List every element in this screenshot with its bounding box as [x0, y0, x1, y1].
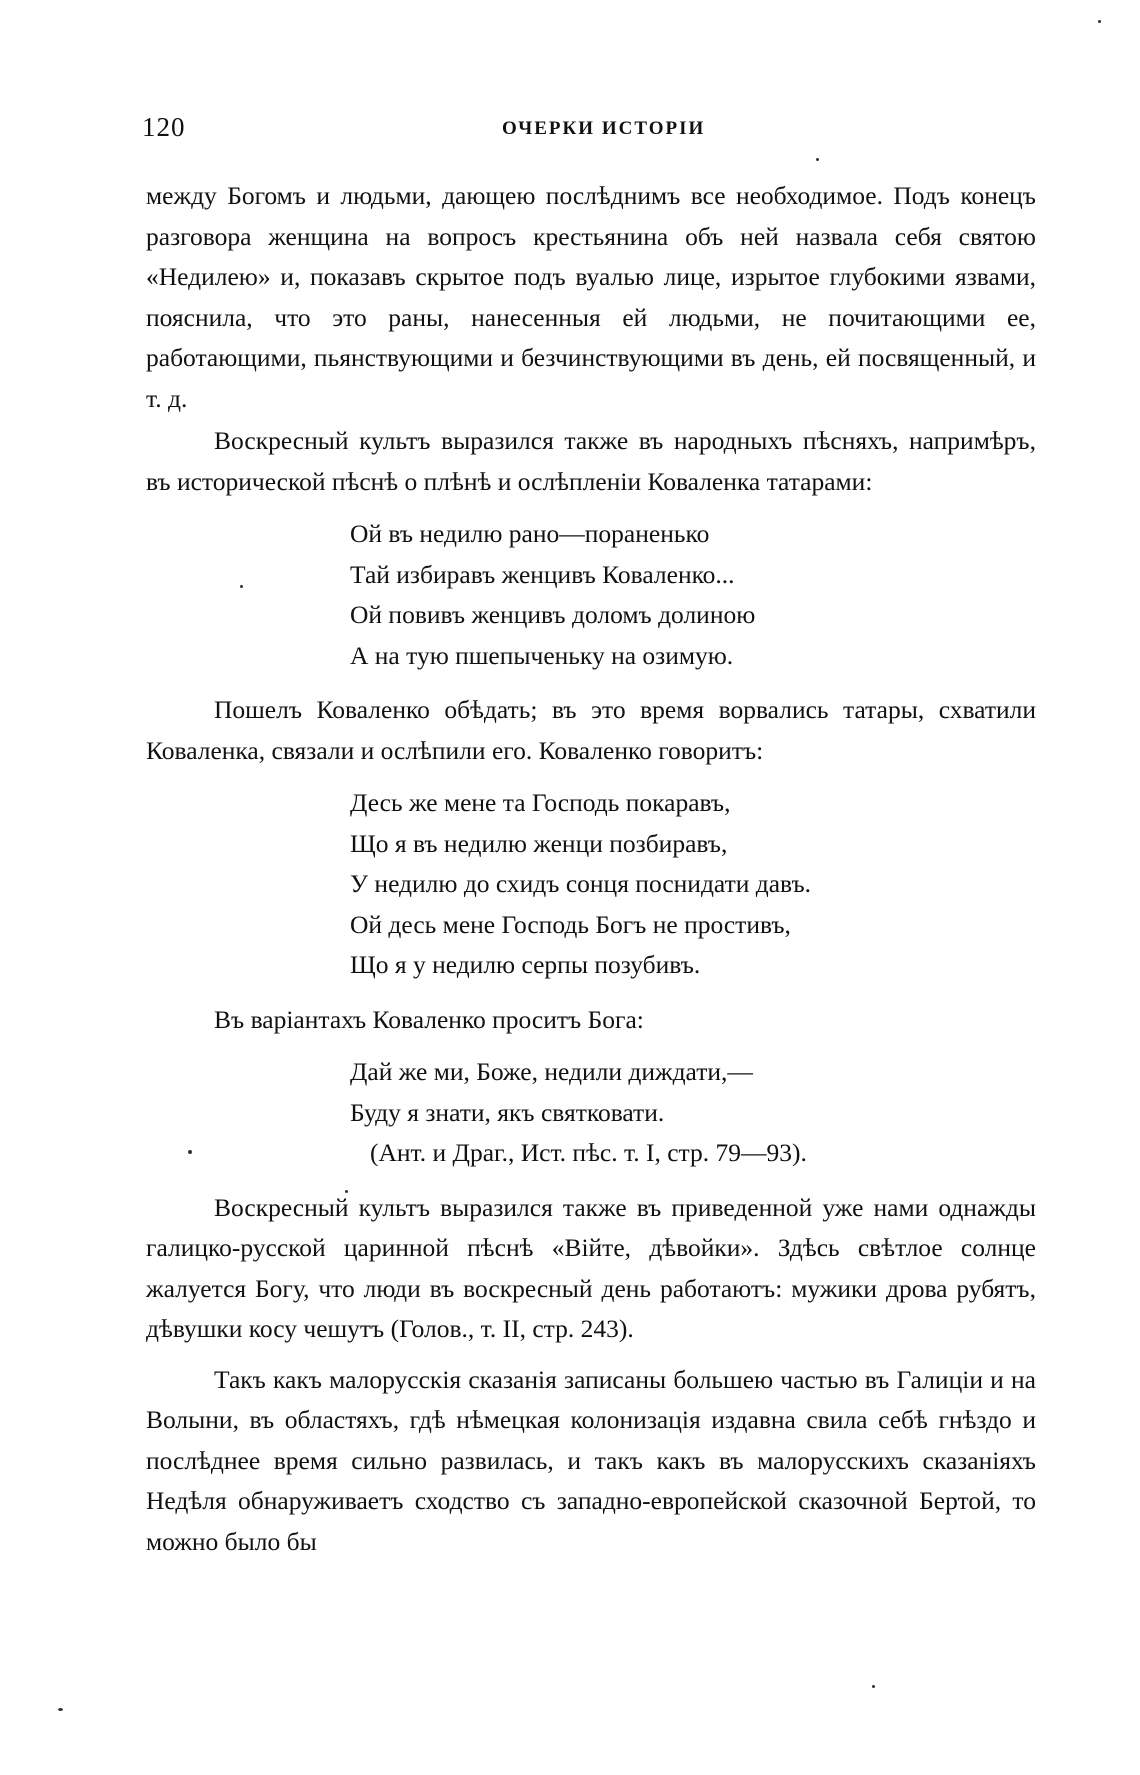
scan-speck	[345, 1190, 348, 1193]
scan-speck	[58, 1708, 63, 1711]
verse-line: Ой десь мене Господь Богъ не простивъ,	[350, 909, 791, 939]
verse-line: Ой повивъ женцивъ доломъ долиною	[350, 600, 756, 629]
verse-2	[350, 783, 1036, 986]
running-title: ОЧЕРКИ ИСТОРІИ	[502, 118, 706, 139]
paragraph-4: Въ варіантахъ Коваленко проситъ Бога:	[214, 1004, 644, 1034]
paragraph-3: Пошелъ Коваленко обѣдать; въ это время ворвались татары, схватили Коваленка, связали и ослѣпили его. Коваленко говоритъ:	[146, 695, 1036, 765]
scan-speck	[188, 1150, 192, 1154]
scan-speck	[816, 158, 819, 161]
page-header	[142, 112, 1042, 152]
verse-citation: (Ант. и Драг., Ист. пѣс. т. I, стр. 79—93).	[370, 1138, 807, 1167]
verse-line: Що я у недилю серпы позубивъ.	[350, 950, 701, 979]
verse-line: Тай избиравъ женцивъ Коваленко...	[350, 559, 735, 589]
verse-line: Дай же ми, Боже, недили диждати,—	[350, 1057, 753, 1086]
verse-line: Буду я знати, якъ святковати.	[350, 1097, 665, 1127]
verse-1	[350, 514, 1036, 676]
verse-line: Що я въ недилю женци позбиравъ,	[350, 828, 728, 858]
verse-line: Десь же мене та Господь покаравъ,	[350, 788, 731, 817]
paragraph-6: Такъ какъ малорусскія сказанія записаны большею частью въ Галиціи и на Волыни, въ областяхъ, гдѣ нѣмецкая колонизація издавна свила себѣ гнѣздо и послѣднее время сильно развилась, и такъ какъ въ малорусскихъ сказаніяхъ Недѣля обнаруживаетъ сходство съ западно-европейской сказочной Бертой, то можно было бы	[146, 1364, 1036, 1556]
paragraph-5: Воскресный культъ выразился также въ приведенной уже нами однажды галицко-русской царинной пѣснѣ «Війте, дѣвойки». Здѣсь свѣтлое солнце жалуется Богу, что люди въ воскресный день работаютъ: мужики дрова рубятъ, дѣвушки косу чешутъ (Голов., т. II, стр. 243).	[146, 1192, 1036, 1343]
paragraph-1: между Богомъ и людьми, дающею послѣднимъ все необходимое. Подъ конецъ разговора женщина на вопросъ крестьянина объ ней назвала себя святою «Недилею» и, показавъ скрытое подъ вуалью лице, изрытое глубокими язвами, пояснила, что это раны, нанесенныя ей людьми, не почитающими ее, работающими, пьянствующими и безчинствующими въ день, ей посвященный, и т. д.	[146, 181, 1036, 413]
verse-3	[350, 1052, 1036, 1174]
verse-line: У недилю до схидъ сонця поснидати давъ.	[350, 869, 812, 898]
page-number: 120	[142, 112, 186, 142]
paragraph-2: Воскресный культъ выразился также въ народныхъ пѣсняхъ, напримѣръ, въ исторической пѣснѣ о плѣнѣ и ослѣпленіи Коваленка татарами:	[146, 426, 1036, 496]
scan-speck	[240, 585, 243, 588]
body-text	[146, 176, 1036, 1562]
verse-line: А на тую пшепыченьку на озимую.	[350, 640, 734, 670]
scan-speck	[1098, 20, 1101, 23]
scan-speck	[872, 1685, 875, 1688]
verse-line: Ой въ недилю рано—пораненько	[350, 519, 710, 548]
